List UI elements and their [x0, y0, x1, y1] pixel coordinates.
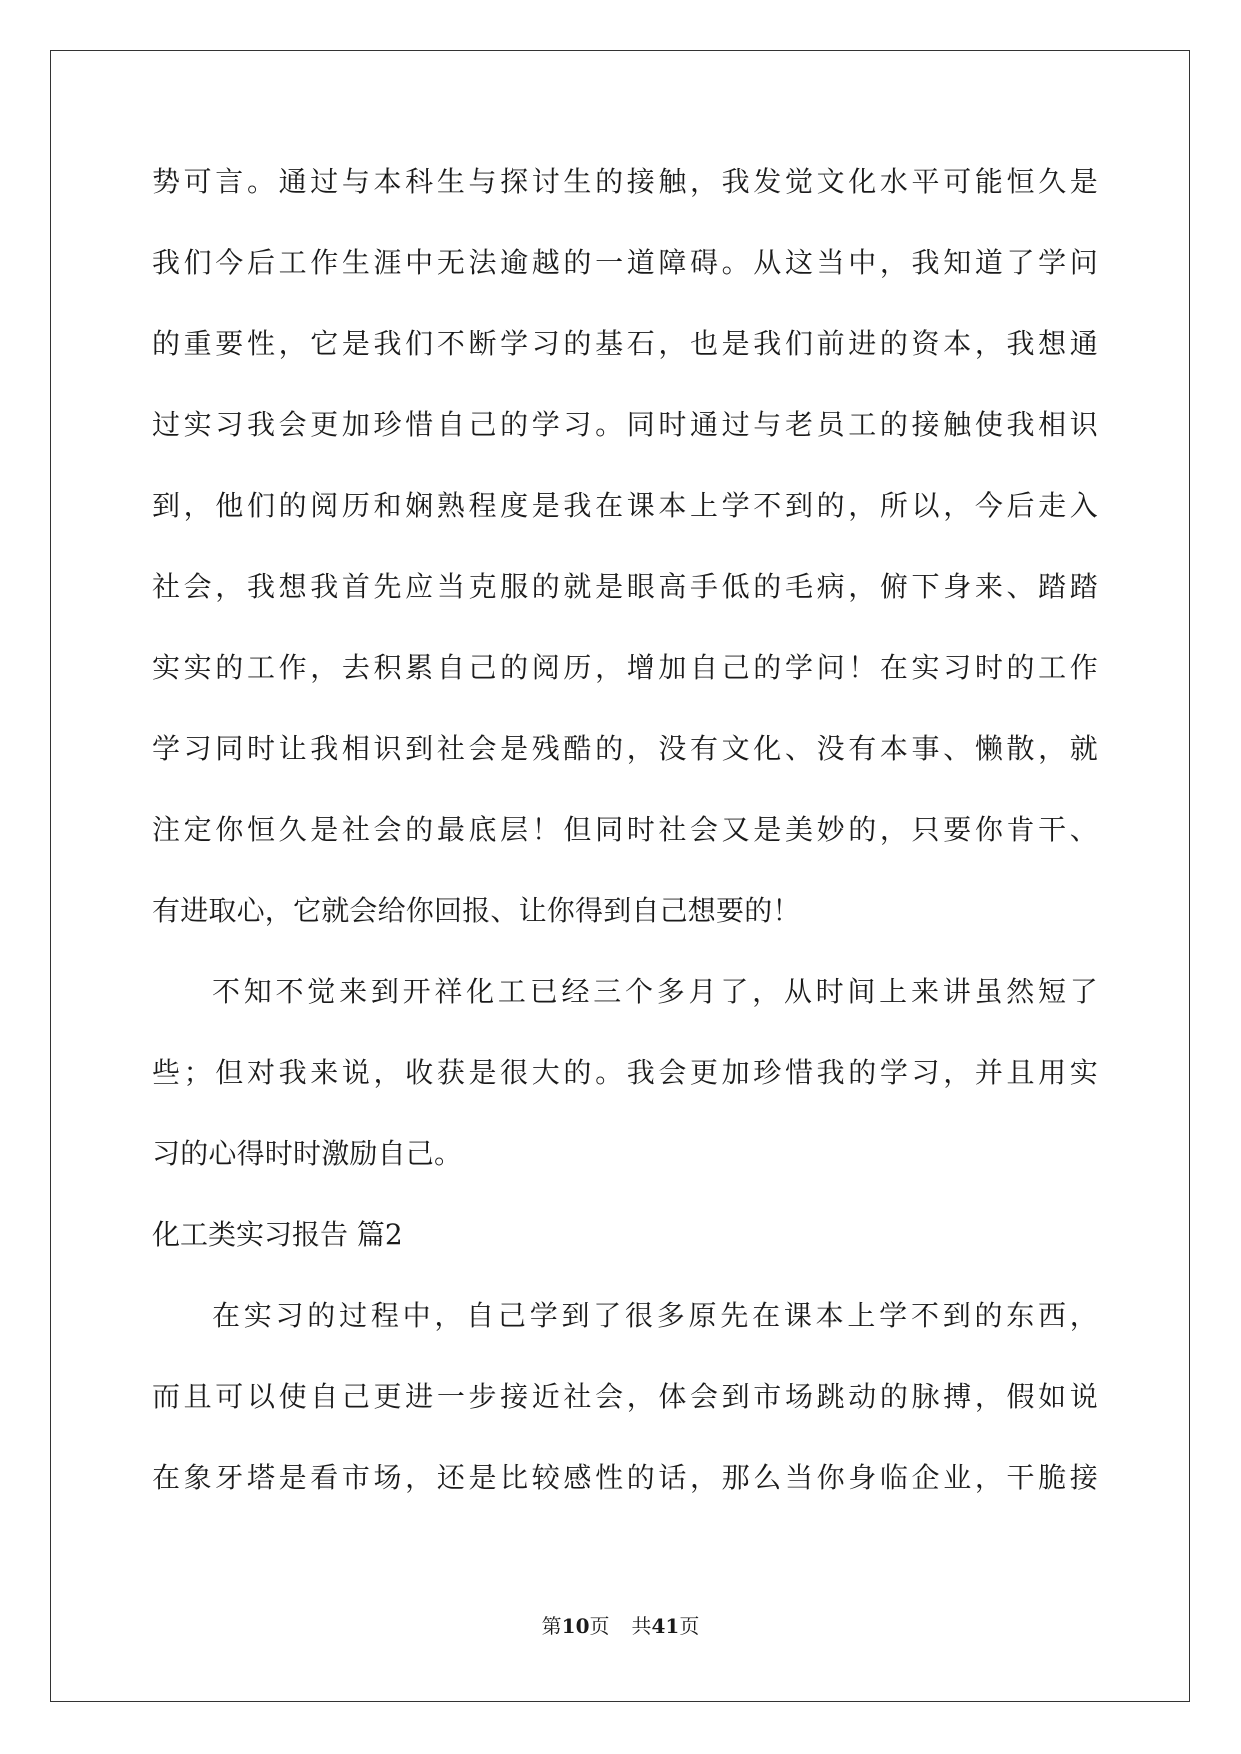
body-line: 在实习的过程中，自己学到了很多原先在课本上学不到的东西， [212, 1299, 1098, 1332]
body-line: 在象牙塔是看市场，还是比较感性的话，那么当你身临企业，干脆接 [152, 1461, 1098, 1494]
total-suffix: 页 [679, 1614, 700, 1638]
body-line: 不知不觉来到开祥化工已经三个多月了，从时间上来讲虽然短了 [212, 975, 1098, 1008]
body-line: 实实的工作，去积累自己的阅历，增加自己的学问！在实习时的工作 [152, 651, 1098, 684]
body-line: 注定你恒久是社会的最底层！但同时社会又是美妙的，只要你肯干、 [152, 813, 1098, 846]
body-line: 学习同时让我相识到社会是残酷的，没有文化、没有本事、懒散，就 [152, 732, 1098, 765]
body-line: 过实习我会更加珍惜自己的学习。同时通过与老员工的接触使我相识 [152, 408, 1098, 441]
body-line: 些；但对我来说，收获是很大的。我会更加珍惜我的学习，并且用实 [152, 1056, 1098, 1089]
page-suffix: 页 [589, 1614, 610, 1638]
document-body [152, 163, 1098, 1540]
body-line: 我们今后工作生涯中无法逾越的一道障碍。从这当中，我知道了学问 [152, 246, 1098, 279]
body-line: 到，他们的阅历和娴熟程度是我在课本上学不到的，所以，今后走入 [152, 489, 1098, 522]
body-line: 习的心得时时激励自己。 [152, 1137, 463, 1170]
page-prefix: 第 [541, 1614, 562, 1638]
section-heading: 化工类实习报告 篇2 [152, 1218, 403, 1251]
body-line: 的重要性，它是我们不断学习的基石，也是我们前进的资本，我想通 [152, 327, 1098, 360]
body-line: 有进取心，它就会给你回报、让你得到自己想要的！ [152, 894, 801, 927]
total-pages: 41 [651, 1614, 680, 1638]
page-footer [0, 1613, 1241, 1639]
body-line: 而且可以使自己更进一步接近社会，体会到市场跳动的脉搏，假如说 [152, 1380, 1098, 1413]
page-number: 10 [561, 1614, 590, 1638]
total-prefix: 共 [631, 1614, 652, 1638]
body-line: 社会，我想我首先应当克服的就是眼高手低的毛病，俯下身来、踏踏 [152, 570, 1098, 603]
body-line: 势可言。通过与本科生与探讨生的接触，我发觉文化水平可能恒久是 [152, 165, 1098, 198]
